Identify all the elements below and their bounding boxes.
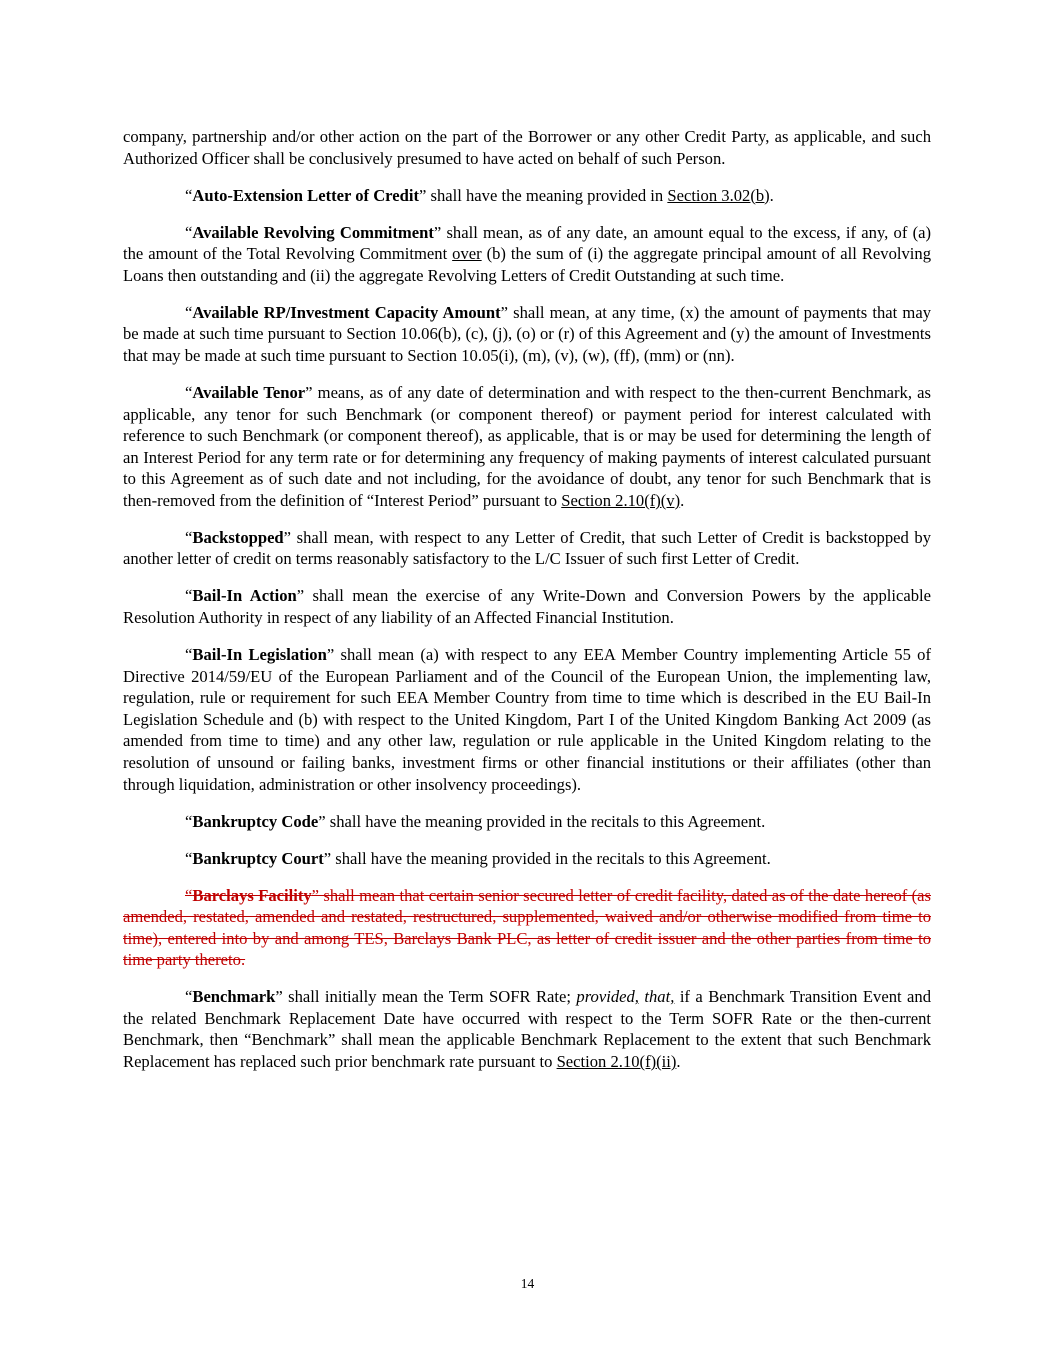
text-run: “ — [185, 586, 193, 606]
def-barclays-facility-deleted — [123, 885, 931, 971]
text-run: Available Revolving Commitment — [192, 222, 434, 242]
text-run: ” shall have the meaning provided in the recitals to this Agreement. — [323, 848, 771, 868]
text-run: Bankruptcy Court — [192, 848, 324, 868]
text-run: “ — [185, 222, 193, 242]
text-run: Section 2.10(f)(v) — [561, 490, 681, 510]
text-run: Section 3.02(b) — [667, 185, 770, 205]
def-auto-extension-letter-of-credit — [123, 185, 931, 207]
text-run: “ — [185, 811, 193, 831]
def-available-tenor — [123, 382, 931, 512]
text-run: ” shall mean, as of any date, an amount equal to the excess, if any, of (a) the amount of the Total Revolving Commitment — [123, 222, 931, 264]
def-backstopped — [123, 527, 931, 570]
text-run: Auto-Extension Letter of Credit — [192, 185, 419, 205]
text-run: “ — [185, 987, 193, 1007]
def-bankruptcy-court — [123, 848, 931, 870]
text-run: if a Benchmark Transition Event and the related Benchmark Replacement Date have occurred with respect to the Term SOFR Rate or the then-current Benchmark, then “Benchmark” shall mean the applicable Benchmark Replacement to the extent that such Benchmark Replacement has replaced such prior benchmark rate pursuant to — [123, 987, 931, 1072]
page-body-text — [123, 126, 931, 1088]
def-benchmark — [123, 986, 931, 1072]
def-bail-in-legislation — [123, 644, 931, 795]
text-run: Section 2.10(f)(ii) — [556, 1052, 677, 1072]
text-run: . — [676, 1052, 681, 1072]
text-run: company, partnership and/or other action on the part of the Borrower or any other Credit Party, as applicable, and such Authorized Officer shall be conclusively presumed to have acted on behalf of such Person. — [123, 127, 931, 168]
page-number: 14 — [520, 1276, 535, 1291]
text-run: Backstopped — [192, 527, 284, 547]
text-run: Benchmark — [192, 987, 276, 1007]
text-run: . — [680, 490, 685, 510]
text-run: ” shall mean, at any time, (x) the amount of payments that may be made at such time pursuant to Section 10.06(b), (c), (j), (o) or (r) of this Agreement and (y) the amount of Investments that may be made at such time pursuant to Section 10.05(i), (m), (v), (w), (ff), (mm) or (nn). — [123, 302, 931, 365]
def-available-revolving-commitment — [123, 222, 931, 287]
text-run: “ — [185, 302, 193, 322]
text-run: ” shall mean, with respect to any Letter of Credit, that such Letter of Credit is backstopped by another letter of credit on terms reasonably satisfactory to the L/C Issuer of such first Letter of Credit. — [123, 527, 931, 569]
text-run: , — [670, 987, 675, 1007]
text-run: “ — [185, 645, 193, 665]
text-run: ” shall have the meaning provided in the recitals to this Agreement. — [318, 811, 766, 831]
def-bail-in-action — [123, 585, 931, 628]
text-run: ” shall initially mean the Term SOFR Rate; — [275, 987, 577, 1007]
text-run: Bail-In Legislation — [192, 645, 327, 665]
text-run: , — [634, 987, 639, 1007]
text-run: ” shall have the meaning provided in — [418, 185, 668, 205]
text-run: “ — [185, 185, 193, 205]
text-run: ” means, as of any date of determination and with respect to the then-current Benchmark, as applicable, any tenor for such Benchmark (or component thereof) or payment period for interest calculated with reference to such Benchmark (or component thereof), as applicable, that is or may be used for determining the length of an Interest Period for any term rate or for determining any frequency of making payments of interest calculated pursuant to this Agreement as of such date and not including, for the avoidance of doubt, any tenor for such Benchmark that is then-removed from the definition of “Interest Period” pursuant to — [123, 382, 931, 510]
text-run: “ — [185, 885, 193, 905]
text-run: Bail-In Action — [192, 586, 297, 606]
text-run: Barclays Facility — [192, 885, 312, 905]
text-run: ” shall mean the exercise of any Write-Down and Conversion Powers by the applicable Resolution Authority in respect of any liability of an Affected Financial Institution. — [123, 586, 931, 628]
def-available-rp-investment-capacity-amount — [123, 302, 931, 367]
text-run: (b) the sum of (i) the aggregate principal amount of all Revolving Loans then outstanding and (ii) the aggregate Revolving Letters of Credit Outstanding at such time. — [123, 244, 931, 285]
text-run: Available RP/Investment Capacity Amount — [192, 302, 501, 322]
text-run: “ — [185, 848, 193, 868]
text-run: ” shall mean (a) with respect to any EEA Member Country implementing Article 55 of Directive 2014/59/EU of the European Parliament and of the Council of the European Union, the implementing law, regulation, rule or requirement for such EEA Member Country from time to time which is described in the EU Bail-In Legislation Schedule and (b) with respect to the United Kingdom, Part I of the United Kingdom Banking Act 2009 (as amended from time to time) and any other law, regulation or rule applicable in the United Kingdom relating to the resolution of unsound or failing banks, investment firms or other financial institutions or their affiliates (other than through liquidation, administration or other insolvency proceedings). — [123, 645, 932, 794]
text-run: Available Tenor — [192, 382, 306, 402]
text-run: provided — [576, 987, 635, 1007]
text-run: over — [452, 244, 482, 264]
text-run: ” shall mean that certain senior secured letter of credit facility, dated as of the date hereof (as amended, restated, amended and restated, restructured, supplemented, waived and/or otherwise modified from time to time), entered into by and among TES, Barclays Bank PLC, as letter of credit issuer and the other parties from time to time party thereto. — [123, 885, 931, 970]
text-run: “ — [185, 382, 193, 402]
text-run: “ — [185, 527, 193, 547]
para-authorized-officer-continuation — [123, 126, 931, 169]
text-run: . — [769, 185, 774, 205]
text-run: that — [638, 987, 671, 1007]
text-run: Bankruptcy Code — [192, 811, 319, 831]
def-bankruptcy-code — [123, 811, 931, 833]
